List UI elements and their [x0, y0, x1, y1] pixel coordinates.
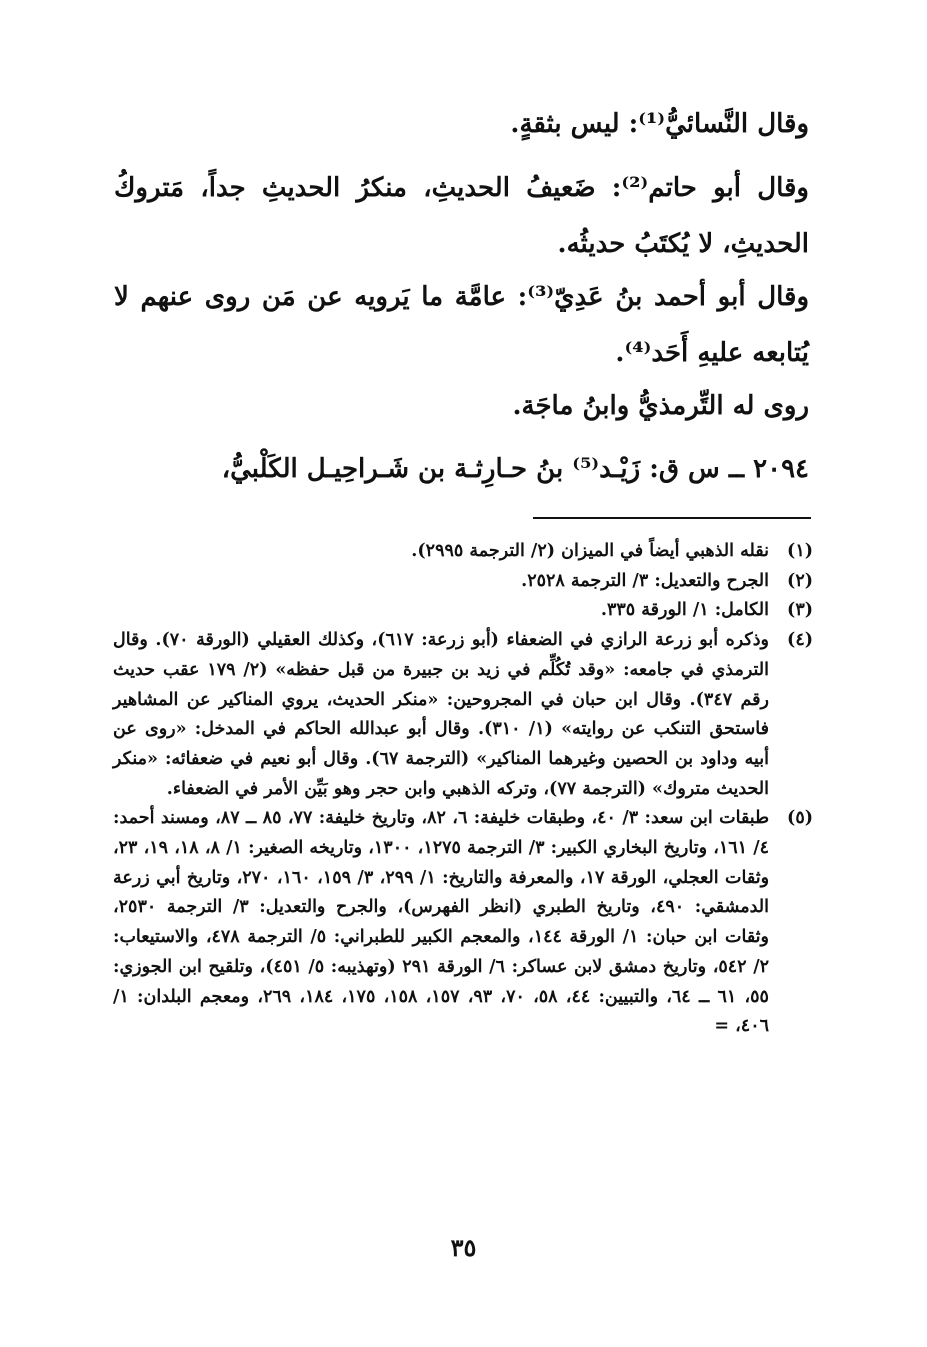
footnote: [113, 626, 813, 804]
footnote: [113, 567, 813, 597]
footnote-number: (١): [787, 541, 813, 561]
footnote: [113, 596, 813, 626]
page-number: ٣٥: [450, 1233, 477, 1262]
footnotes: [113, 537, 813, 1042]
footnote-text: الكامل: ١/ الورقة ٣٣٥.: [600, 600, 769, 621]
paragraph: وقال أبو حاتم⁽²⁾: ضَعيفُ الحديثِ، منكرُ الحديثِ جداً، مَتروكُ الحديثِ، لا يُكتَبُ حديثُه.: [114, 173, 809, 259]
footnote-number: (٥): [787, 808, 813, 829]
footnote: [113, 804, 813, 1042]
paragraph: وقال النَّسائيُّ⁽¹⁾: ليس بثقةٍ.: [510, 109, 809, 139]
biography-entry: ٢٠٩٤ ــ س ق: زَيْـد⁽⁵⁾ بنُ حـارِثـة بن شَـراحِيـل الكَلْبيُّ،: [221, 454, 809, 484]
footnote-number: (٣): [787, 600, 813, 621]
footnote: [113, 537, 813, 567]
footnote-text: وذكره أبو زرعة الرازي في الضعفاء (أبو زرعة: ٦١٧)، وكذلك العقيلي (الورقة ٧٠). وقال الترمذي في جامعه: «وقد تُكُلِّم في زيد بن جبيرة من قبل حفظه» (٢/ ١٧٩ عقب حديث رقم ٣٤٧). وقال ابن حبان في المجروحين: «منكر الحديث، يروي المناكير عن المشاهير فاستحق التنكب عن روايته» (١/ ٣١٠). وقال أبو عبدالله الحاكم في المدخل: «روى عن أبيه وداود بن الحصين وغيرهما المناكير» (الترجمة ٦٧). وقال أبو نعيم في ضعفائه: «منكر الحديث متروك» (الترجمة ٧٧)، وتركه الذهبي وابن حجر وهو بَيِّن الأمر في الضعفاء.: [113, 630, 769, 799]
footnote-number: (٢): [787, 570, 813, 591]
paragraph: روى له التِّرمذيُّ وابنُ ماجَة.: [512, 391, 809, 421]
footnote-text: الجرح والتعديل: ٣/ الترجمة ٢٥٢٨.: [521, 570, 769, 591]
paragraph: وقال أبو أحمد بنُ عَدِيّ⁽³⁾: عامَّة ما يَرويه عن مَن روى عنهم لا يُتابعه عليهِ أَحَد⁽⁴⁾.: [114, 282, 809, 368]
footnote-separator: [533, 517, 811, 519]
footnote-text: نقله الذهبي أيضاً في الميزان (٢/ الترجمة ٢٩٩٥).: [411, 541, 769, 561]
footnote-text: طبقات ابن سعد: ٣/ ٤٠، وطبقات خليفة: ٦، ٨٢، وتاريخ خليفة: ٧٧، ٨٥ ــ ٨٧، ومسند أحمد: ٤/ ١٦١، وتاريخ البخاري الكبير: ٣/ الترجمة ١٢٧٥، ١٣٠٠، وتاريخه الصغير: ١/ ٨، ١٨، ١٩، ٢٣، وثقات العجلي، الورقة ١٧، والمعرفة والتاريخ: ١/ ٢٩٩، ٣/ ١٥٩، ١٦٠، ٢٧٠، وتاريخ أبي زرعة الدمشقي: ٤٩٠، وتاريخ الطبري (انظر الفهرس)، والجرح والتعديل: ٣/ الترجمة ٢٥٣٠، وثقات ابن حبان: ١/ الورقة ١٤٤، والمعجم الكبير للطبراني: ٥/ الترجمة ٤٧٨، والاستيعاب: ٢/ ٥٤٢، وتاريخ دمشق لابن عساكر: ٦/ الورقة ٢٩١ (وتهذيبه: ٥/ ٤٥١)، وتلقيح ابن الجوزي: ٥٥، ٦١ ــ ٦٤، والتبيين: ٤٤، ٥٨، ٧٠، ٩٣، ١٥٧، ١٥٨، ١٧٥، ١٨٤، ٢٦٩، ومعجم البلدان: ١/ ٤٠٦، =: [113, 808, 770, 1037]
footnote-number: (٤): [787, 630, 813, 651]
